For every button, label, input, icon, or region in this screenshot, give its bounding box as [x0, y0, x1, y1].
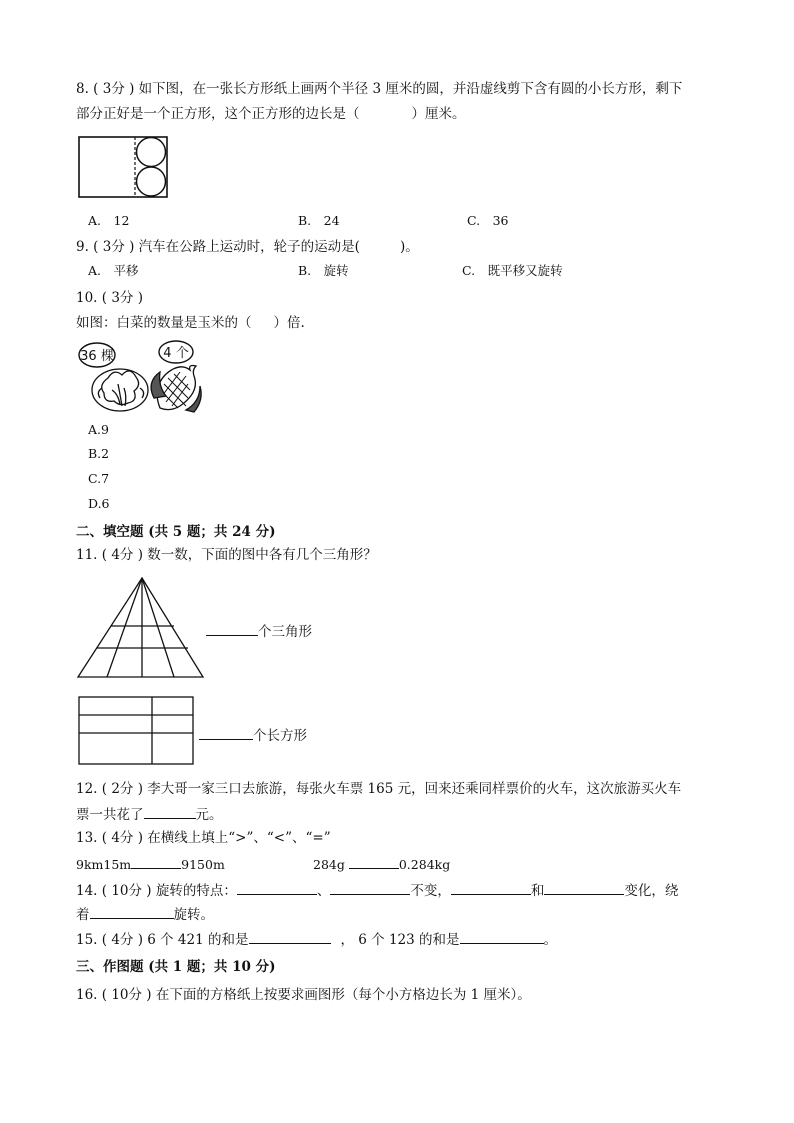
q10-stem-text: 如图：白菜的数量是玉米的（	[76, 315, 252, 331]
q14-stem-line2	[76, 904, 214, 924]
section2-title: 二、填空题 (共 5 题；共 24 分)	[76, 524, 276, 540]
q10-stem	[76, 314, 305, 332]
section3-title: 三、作图题 (共 1 题；共 10 分)	[76, 959, 276, 975]
q8-stem-line1: 8. ( 3分 ) 如下图，在一张长方形纸上画两个半径 3 厘米的圆，并沿虚线剪下含有圆的小长方形，剩下	[76, 81, 683, 97]
q10-option-d[interactable]: D.6	[88, 496, 110, 511]
q9-option-a[interactable]: A. 平移	[88, 263, 139, 278]
q9-stem-text: 9. ( 3分 ) 汽车在公路上运动时，轮子的运动是(	[76, 239, 360, 255]
q8-option-c[interactable]: C. 36	[467, 213, 509, 228]
q14-stem-text: 14. ( 10分 ) 旋转的特点：	[76, 883, 237, 899]
q10-option-c[interactable]: C.7	[88, 471, 110, 486]
q15-text-a: 15. ( 4分 ) 6 个 421 的和是	[76, 932, 249, 948]
q8-option-b[interactable]: B. 24	[298, 213, 340, 228]
q16-stem: 16. ( 10分 ) 在下面的方格纸上按要求画图形（每个小方格边长为 1 厘米）。	[76, 987, 531, 1003]
cabbage-icon	[92, 369, 148, 411]
q9-option-c[interactable]: C. 既平移又旋转	[462, 263, 563, 278]
q8-rectangle-circles-figure	[78, 136, 170, 200]
q13-item2-left: 284g	[313, 857, 345, 872]
q11-rectangle-figure	[78, 696, 196, 766]
q14-separator: 、	[316, 883, 331, 899]
q10-cabbage-corn-figure	[78, 340, 208, 414]
q8-stem-line2	[76, 105, 466, 123]
q12-stem-line1: 12. ( 2分 ) 李大哥一家三口去旅游，每张火车票 165 元，回来还乘同样票价的火车，这次旅游买火车	[76, 781, 682, 797]
corn-count-label: 4 个	[163, 346, 189, 361]
q14-blank-3[interactable]	[451, 880, 531, 895]
q13-item1-right: 9150m	[181, 857, 225, 872]
cabbage-count-label: 36 棵	[80, 349, 114, 364]
q14-text-and: 和	[530, 883, 545, 899]
q14-text-unchanged: 不变，	[410, 883, 451, 899]
q15-blank-1[interactable]	[249, 929, 331, 944]
q12-stem-line2-text: 票一共花了	[76, 807, 144, 823]
q11-triangle-suffix: 个三角形	[258, 624, 312, 640]
q11-stem: 11. ( 4分 ) 数一数，下面的图中各有几个三角形？	[76, 547, 377, 563]
q14-stem-line2-end: 旋转。	[173, 907, 214, 923]
q11-triangle-figure	[76, 576, 206, 680]
q13-item2-blank[interactable]	[349, 856, 399, 869]
q14-stem-line2-text: 着	[76, 907, 90, 923]
q15-text-c: 。	[543, 932, 558, 948]
q10-option-a[interactable]: A.9	[88, 422, 109, 437]
q9-stem	[76, 238, 419, 256]
q9-stem-end: )。	[399, 239, 419, 255]
q12-stem-line2-end: 元。	[195, 807, 223, 823]
q11-triangle-blank[interactable]	[206, 621, 258, 636]
q13-item2	[313, 856, 450, 873]
q8-option-a[interactable]: A. 12	[88, 213, 130, 228]
q13-item2-right: 0.284kg	[398, 857, 451, 872]
q10-header: 10. ( 3分 )	[76, 290, 143, 306]
q14-blank-2[interactable]	[330, 880, 410, 895]
corn-icon	[151, 366, 201, 413]
q11-rectangle-blank[interactable]	[199, 725, 253, 740]
q14-stem-line1	[76, 880, 678, 900]
q13-stem: 13. ( 4分 ) 在横线上填上“>”、“<”、“=”	[76, 830, 331, 846]
q8-stem-line2-text: 部分正好是一个正方形，这个正方形的边长是（	[76, 106, 360, 122]
q14-text-changed: 变化，绕	[624, 883, 679, 899]
q10-stem-end: ）倍.	[273, 315, 305, 331]
q11-rectangle-answer	[199, 725, 307, 745]
q14-blank-5[interactable]	[90, 904, 174, 919]
q11-rectangle-suffix: 个长方形	[253, 728, 307, 744]
q14-blank-4[interactable]	[544, 880, 624, 895]
q12-stem-line2	[76, 804, 223, 824]
q13-item1-left: 9km15m	[76, 857, 132, 872]
q14-blank-1[interactable]	[237, 880, 317, 895]
q8-stem-line2-end: ）厘米。	[411, 106, 466, 122]
q15-text-b: ， 6 个 123 的和是	[340, 932, 460, 948]
q12-answer-blank[interactable]	[144, 804, 196, 819]
q10-option-b[interactable]: B.2	[88, 446, 110, 461]
q11-triangle-answer	[206, 621, 312, 641]
q15-stem	[76, 929, 557, 949]
q15-blank-2[interactable]	[460, 929, 544, 944]
q13-item1	[76, 856, 225, 873]
q9-option-b[interactable]: B. 旋转	[298, 263, 349, 278]
q13-item1-blank[interactable]	[131, 856, 181, 869]
